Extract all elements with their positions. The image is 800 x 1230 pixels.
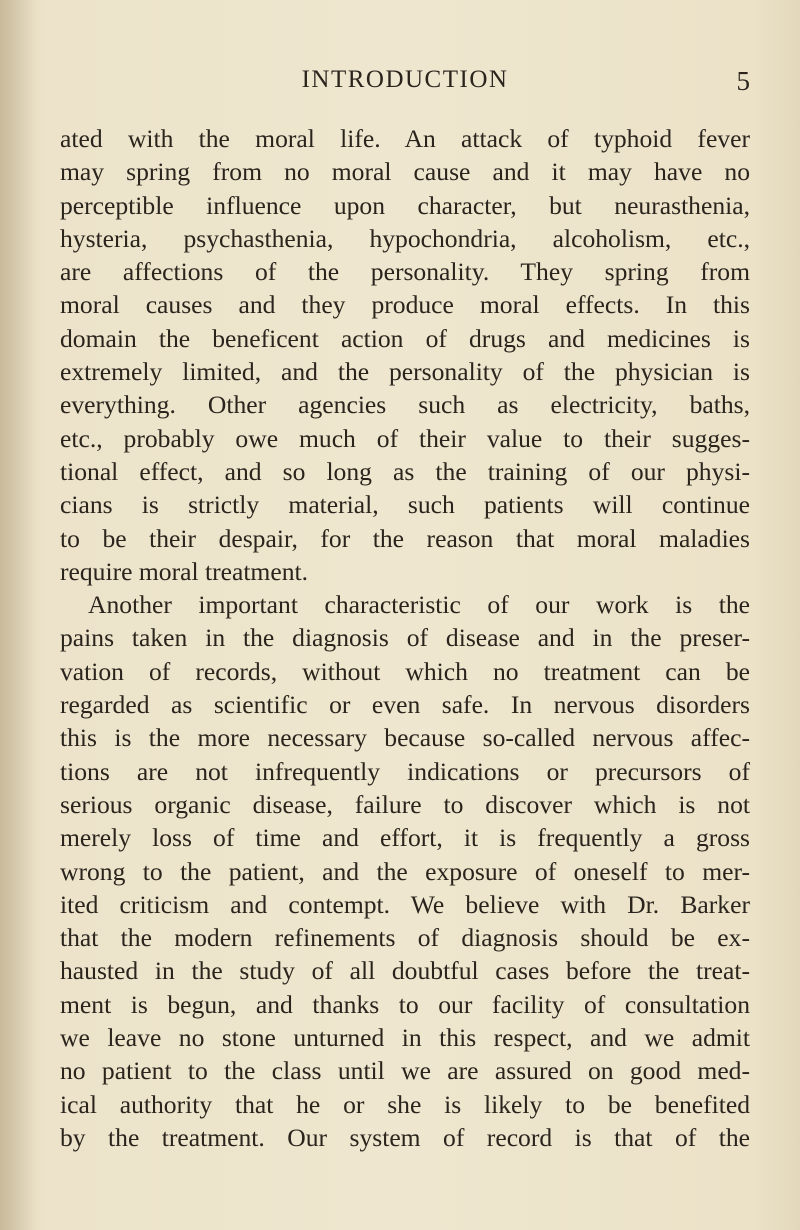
text-line: are affections of the personality. They spring from [60, 257, 750, 287]
text-line: to be their despair, for the reason that moral maladies [60, 523, 750, 553]
text-line: that the modern refinements of diagnosis should be ex- [60, 923, 750, 953]
running-head: INTRODUCTION [301, 66, 509, 93]
text-line: moral causes and they produce moral effects. In this [60, 290, 750, 320]
text-line: may spring from no moral cause and it may have no [60, 157, 750, 187]
text-line: tional effect, and so long as the training of our physi- [60, 456, 750, 486]
page-header [60, 66, 750, 106]
text-line: hysteria, psychasthenia, hypochondria, alcoholism, etc., [60, 223, 750, 253]
text-line: we leave no stone unturned in this respect, and we admit [60, 1023, 750, 1053]
text-line: vation of records, without which no treatment can be [60, 656, 750, 686]
text-line: everything. Other agencies such as electricity, baths, [60, 390, 750, 420]
text-line: this is the more necessary because so-called nervous affec- [60, 723, 750, 753]
text-line: pains taken in the diagnosis of disease and in the preser- [60, 623, 750, 653]
page-number: 5 [736, 66, 750, 96]
text-line: wrong to the patient, and the exposure of oneself to mer- [60, 856, 750, 886]
body-text [60, 122, 750, 1154]
text-line: regarded as scientific or even safe. In nervous disorders [60, 690, 750, 720]
text-line: extremely limited, and the personality of the physician is [60, 357, 750, 387]
text-line: ated with the moral life. An attack of typhoid fever [60, 124, 750, 153]
text-line: cians is strictly material, such patients will continue [60, 490, 750, 520]
text-line: ment is begun, and thanks to our facility of consultation [60, 989, 750, 1019]
text-line: ited criticism and contempt. We believe with Dr. Barker [60, 889, 750, 919]
text-line: etc., probably owe much of their value to their sugges- [60, 423, 750, 453]
text-line: perceptible influence upon character, but neurasthenia, [60, 190, 750, 220]
text-line: by the treatment. Our system of record is that of the [60, 1122, 750, 1152]
text-line: tions are not infrequently indications or precursors of [60, 756, 750, 786]
text-line: no patient to the class until we are assured on good med- [60, 1056, 750, 1086]
text-line: hausted in the study of all doubtful cases before the treat- [60, 956, 750, 986]
text-line: domain the beneficent action of drugs and medicines is [60, 323, 750, 353]
binding-shadow [0, 0, 36, 1230]
text-line: serious organic disease, failure to discover which is not [60, 789, 750, 819]
paragraph-start-line: Another important characteristic of our work is the [88, 590, 750, 620]
text-line: merely loss of time and effort, it is frequently a gross [60, 823, 750, 853]
paragraph-end-line: require moral treatment. [60, 556, 309, 586]
text-line: ical authority that he or she is likely to be benefited [60, 1089, 750, 1119]
